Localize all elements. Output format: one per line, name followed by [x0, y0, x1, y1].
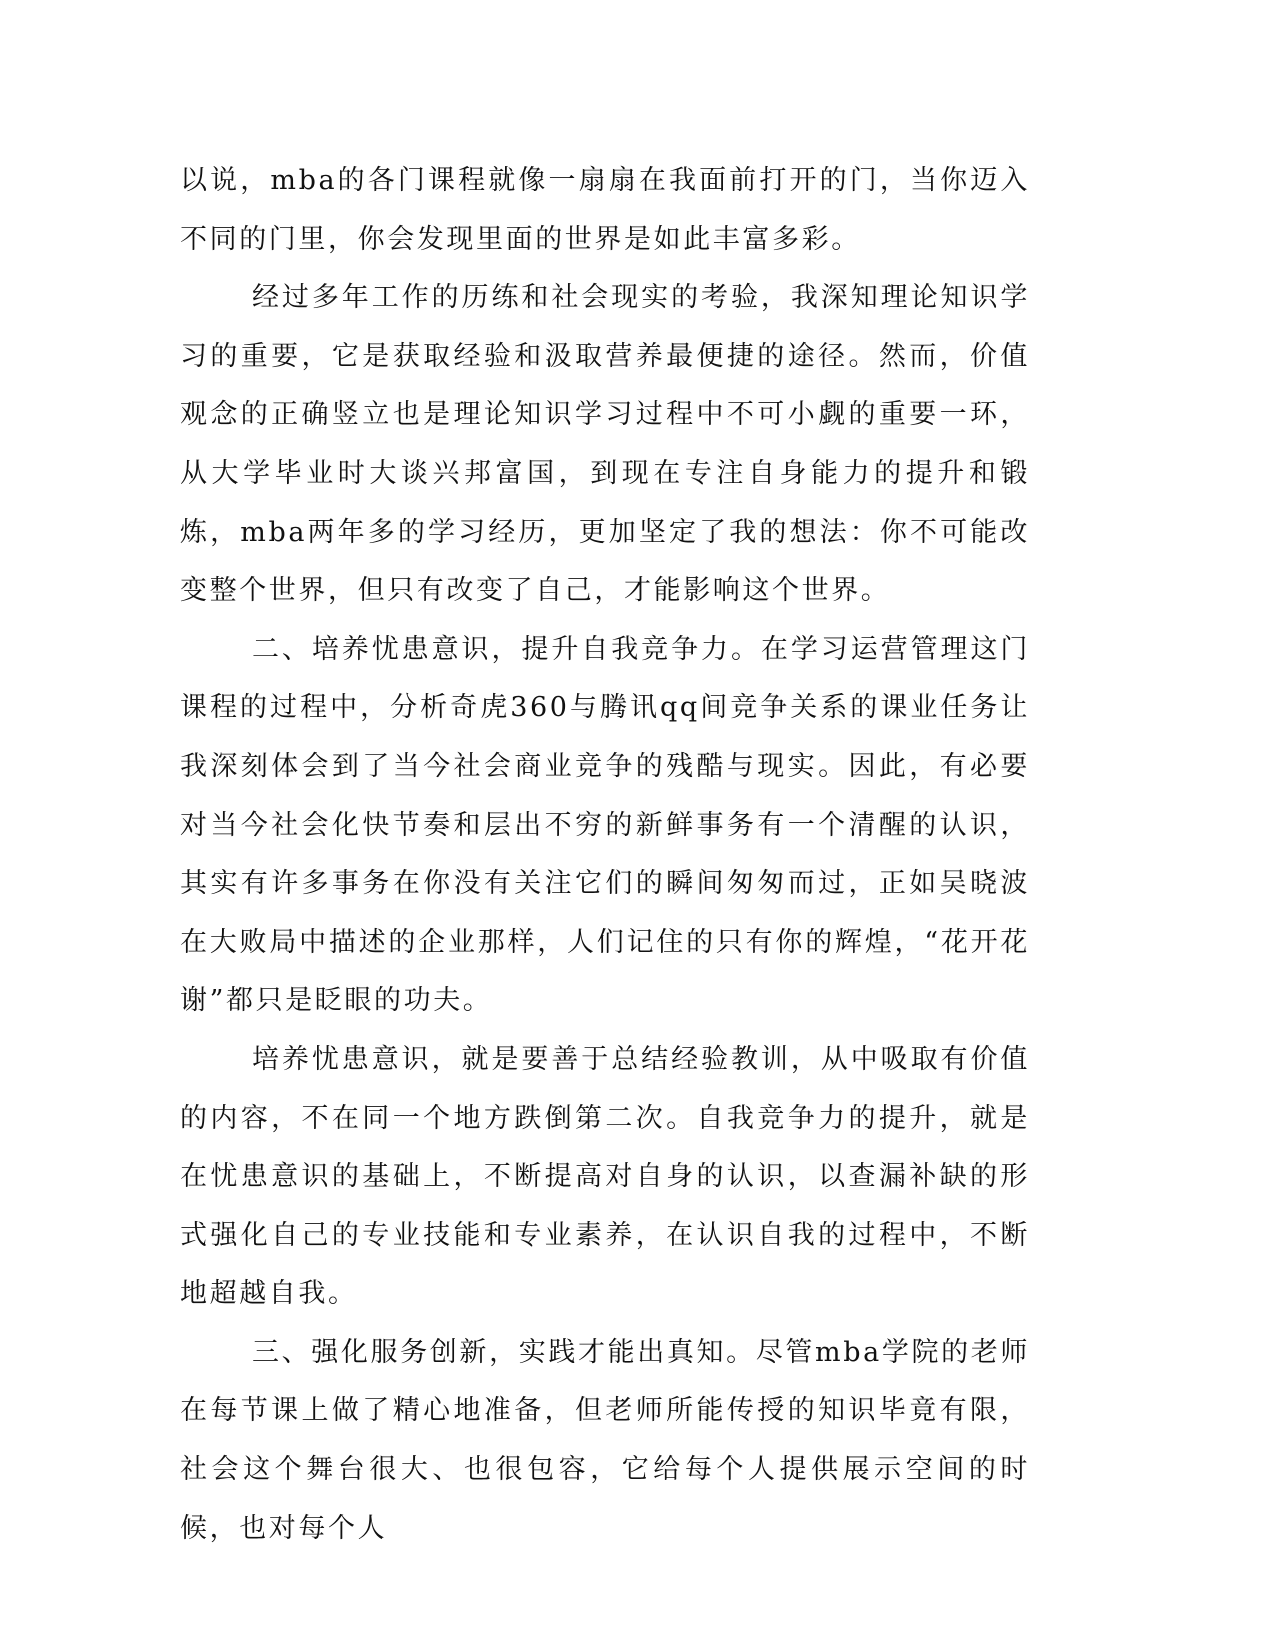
paragraph-2: 经过多年工作的历练和社会现实的考验，我深知理论知识学习的重要，它是获取经验和汲取营养最便捷的途径。然而，价值观念的正确竖立也是理论知识学习过程中不可小觑的重要一环，从大学毕业时大谈兴邦富国，到现在专注自身能力的提升和锻炼，mba两年多的学习经历，更加坚定了我的想法：你不可能改变整个世界，但只有改变了自己，才能影响这个世界。	[180, 282, 1030, 607]
paragraph-4: 培养忧患意识，就是要善于总结经验教训，从中吸取有价值的内容，不在同一个地方跌倒第二次。自我竞争力的提升，就是在忧患意识的基础上，不断提高对自身的认识，以查漏补缺的形式强化自己的专业技能和专业素养，在认识自我的过程中，不断地超越自我。	[180, 1043, 1030, 1310]
paragraph-5: 三、强化服务创新，实践才能出真知。尽管mba学院的老师在每节课上做了精心地准备，但老师所能传授的知识毕竟有限，社会这个舞台很大、也很包容，它给每个人提供展示空间的时候，也对每个人	[180, 1336, 1030, 1544]
paragraph-1: 以说，mba的各门课程就像一扇扇在我面前打开的门，当你迈入不同的门里，你会发现里面的世界是如此丰富多彩。	[180, 165, 1030, 255]
paragraph-3: 二、培养忧患意识，提升自我竞争力。在学习运营管理这门课程的过程中，分析奇虎360与腾讯qq间竞争关系的课业任务让我深刻体会到了当今社会商业竞争的残酷与现实。因此，有必要对当今社会化快节奏和层出不穷的新鲜事务有一个清醒的认识，其实有许多事务在你没有关注它们的瞬间匆匆而过，正如吴晓波在大败局中描述的企业那样，人们记住的只有你的辉煌，“花开花谢”都只是眨眼的功夫。	[180, 633, 1030, 1017]
document-body	[180, 152, 1030, 1558]
